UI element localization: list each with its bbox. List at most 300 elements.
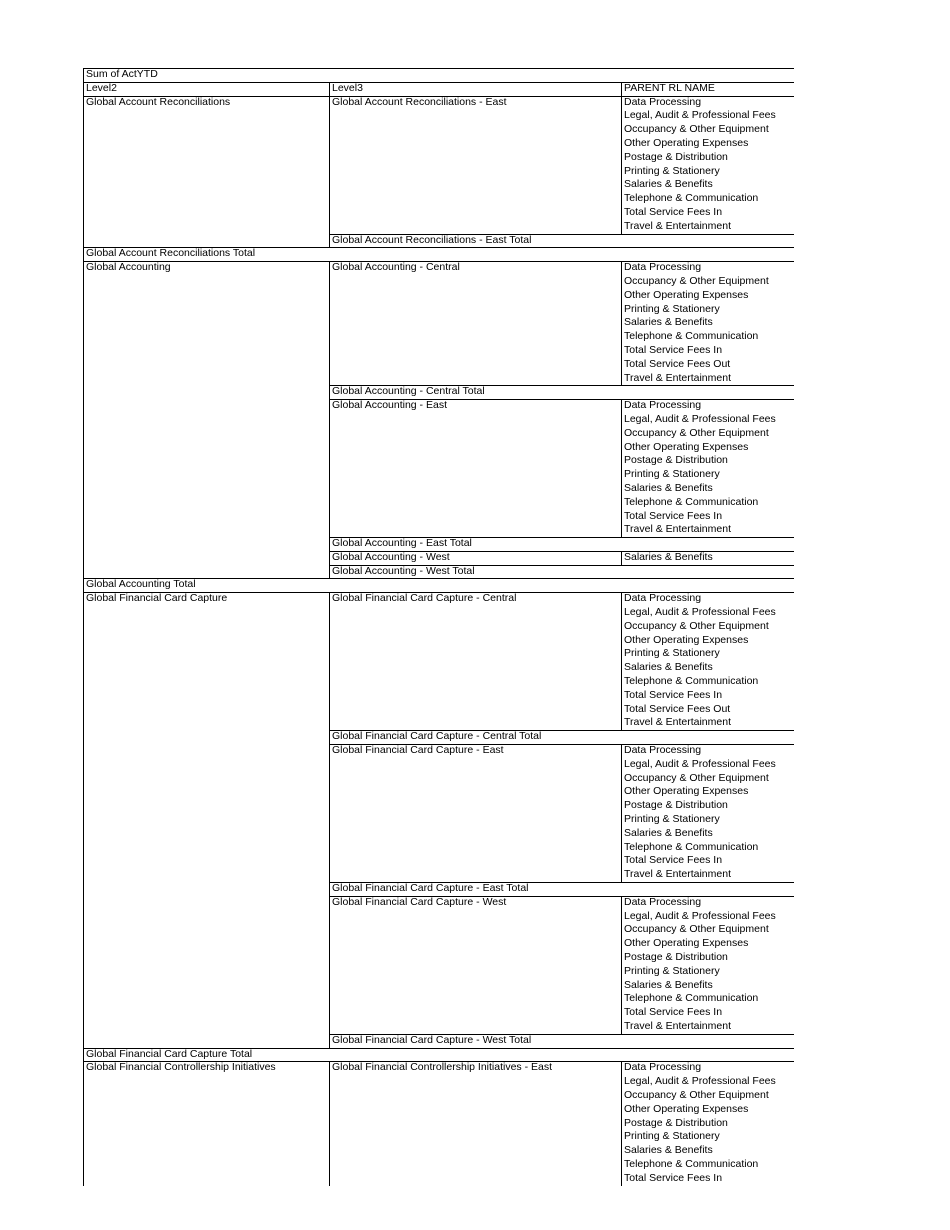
parent-rl-name-cell: Salaries & Benefits xyxy=(621,827,794,841)
level2-cell: Global Financial Card Capture xyxy=(83,592,329,606)
level2-cell xyxy=(83,551,329,565)
table-row[interactable] xyxy=(83,372,794,386)
level3-cell xyxy=(329,1130,621,1144)
level2-cell xyxy=(83,951,329,965)
level3-cell xyxy=(329,496,621,510)
level2-cell xyxy=(83,206,329,220)
parent-rl-name-cell: Data Processing xyxy=(621,744,794,758)
parent-rl-name-cell: Total Service Fees In xyxy=(621,344,794,358)
parent-rl-name-cell: Travel & Entertainment xyxy=(621,716,794,730)
level3-cell xyxy=(329,192,621,206)
level2-cell xyxy=(83,399,329,413)
level3-cell xyxy=(329,441,621,455)
parent-rl-name-cell: Printing & Stationery xyxy=(621,813,794,827)
level3-cell xyxy=(329,1158,621,1172)
level2-cell xyxy=(83,330,329,344)
parent-rl-name-cell: Printing & Stationery xyxy=(621,303,794,317)
parent-rl-name-cell: Other Operating Expenses xyxy=(621,137,794,151)
table-row[interactable] xyxy=(83,620,794,634)
parent-rl-name-cell: Total Service Fees Out xyxy=(621,703,794,717)
parent-rl-name-cell: Telephone & Communication xyxy=(621,330,794,344)
level2-cell xyxy=(83,220,329,234)
table-row[interactable] xyxy=(83,634,794,648)
parent-rl-name-cell: Printing & Stationery xyxy=(621,647,794,661)
level2-cell xyxy=(83,965,329,979)
level2-cell xyxy=(83,772,329,786)
table-row[interactable] xyxy=(83,1103,794,1117)
level3-cell xyxy=(329,951,621,965)
level2-cell xyxy=(83,1144,329,1158)
level2-cell xyxy=(83,1103,329,1117)
table-row[interactable] xyxy=(83,1130,794,1144)
level2-cell xyxy=(83,606,329,620)
table-row[interactable] xyxy=(83,675,794,689)
table-row[interactable] xyxy=(83,923,794,937)
parent-rl-name-cell: Travel & Entertainment xyxy=(621,220,794,234)
level2-cell xyxy=(83,496,329,510)
level3-cell xyxy=(329,137,621,151)
level2-cell xyxy=(83,234,329,248)
parent-rl-name-cell: Telephone & Communication xyxy=(621,496,794,510)
parent-rl-name-cell: Total Service Fees In xyxy=(621,854,794,868)
table-row[interactable] xyxy=(83,965,794,979)
parent-rl-name-cell: Other Operating Expenses xyxy=(621,289,794,303)
parent-rl-name-cell: Data Processing xyxy=(621,399,794,413)
level2-cell xyxy=(83,427,329,441)
level2-cell xyxy=(83,1089,329,1103)
level3-cell xyxy=(329,827,621,841)
level3-cell xyxy=(329,841,621,855)
pivot-title: Sum of ActYTD xyxy=(83,68,794,82)
table-row[interactable] xyxy=(83,344,794,358)
level3-total-row[interactable] xyxy=(83,234,794,248)
parent-rl-name-cell: Salaries & Benefits xyxy=(621,1144,794,1158)
parent-rl-name-cell: Travel & Entertainment xyxy=(621,372,794,386)
level2-cell xyxy=(83,813,329,827)
level3-total-label: Global Accounting - East Total xyxy=(329,537,794,551)
header-parent-rl-name: PARENT RL NAME xyxy=(621,82,794,96)
table-row[interactable] xyxy=(83,841,794,855)
table-row[interactable] xyxy=(83,123,794,137)
level2-cell xyxy=(83,868,329,882)
parent-rl-name-cell: Other Operating Expenses xyxy=(621,785,794,799)
table-row[interactable] xyxy=(83,399,794,413)
parent-rl-name-cell: Salaries & Benefits xyxy=(621,178,794,192)
level2-cell xyxy=(83,413,329,427)
table-row[interactable] xyxy=(83,496,794,510)
level3-cell xyxy=(329,634,621,648)
level3-cell xyxy=(329,427,621,441)
table-row[interactable] xyxy=(83,1020,794,1034)
parent-rl-name-cell: Telephone & Communication xyxy=(621,675,794,689)
level3-cell xyxy=(329,813,621,827)
level2-cell xyxy=(83,882,329,896)
level3-cell xyxy=(329,206,621,220)
table-row[interactable] xyxy=(83,427,794,441)
level3-cell xyxy=(329,703,621,717)
level3-cell xyxy=(329,178,621,192)
parent-rl-name-cell: Occupancy & Other Equipment xyxy=(621,923,794,937)
parent-rl-name-cell: Occupancy & Other Equipment xyxy=(621,620,794,634)
level2-cell xyxy=(83,523,329,537)
table-row[interactable] xyxy=(83,937,794,951)
level2-cell xyxy=(83,151,329,165)
level2-cell xyxy=(83,689,329,703)
parent-rl-name-cell: Legal, Audit & Professional Fees xyxy=(621,109,794,123)
level2-cell xyxy=(83,454,329,468)
table-row[interactable] xyxy=(83,151,794,165)
level3-cell xyxy=(329,799,621,813)
parent-rl-name-cell: Other Operating Expenses xyxy=(621,634,794,648)
table-row[interactable] xyxy=(83,992,794,1006)
table-row[interactable] xyxy=(83,551,794,565)
level2-cell xyxy=(83,192,329,206)
parent-rl-name-cell: Postage & Distribution xyxy=(621,151,794,165)
level2-cell xyxy=(83,854,329,868)
parent-rl-name-cell: Printing & Stationery xyxy=(621,965,794,979)
parent-rl-name-cell: Total Service Fees In xyxy=(621,1006,794,1020)
level3-cell: Global Accounting - Central xyxy=(329,261,621,275)
parent-rl-name-cell: Telephone & Communication xyxy=(621,192,794,206)
level2-cell xyxy=(83,537,329,551)
parent-rl-name-cell: Legal, Audit & Professional Fees xyxy=(621,606,794,620)
parent-rl-name-cell: Salaries & Benefits xyxy=(621,482,794,496)
level2-cell xyxy=(83,1117,329,1131)
level2-cell xyxy=(83,703,329,717)
table-row[interactable] xyxy=(83,1061,794,1075)
parent-rl-name-cell: Data Processing xyxy=(621,1061,794,1075)
parent-rl-name-cell: Travel & Entertainment xyxy=(621,523,794,537)
level3-cell xyxy=(329,413,621,427)
table-row[interactable] xyxy=(83,1075,794,1089)
parent-rl-name-cell: Data Processing xyxy=(621,261,794,275)
parent-rl-name-cell: Telephone & Communication xyxy=(621,1158,794,1172)
level3-cell xyxy=(329,1144,621,1158)
level3-cell xyxy=(329,454,621,468)
parent-rl-name-cell: Total Service Fees In xyxy=(621,689,794,703)
level3-cell xyxy=(329,937,621,951)
level3-cell xyxy=(329,854,621,868)
level2-cell xyxy=(83,799,329,813)
level3-cell xyxy=(329,523,621,537)
table-row[interactable] xyxy=(83,523,794,537)
table-row[interactable] xyxy=(83,330,794,344)
level2-cell xyxy=(83,841,329,855)
level3-cell xyxy=(329,220,621,234)
level3-cell xyxy=(329,1075,621,1089)
table-row[interactable] xyxy=(83,303,794,317)
table-row[interactable] xyxy=(83,316,794,330)
level2-cell xyxy=(83,896,329,910)
level2-cell xyxy=(83,372,329,386)
level3-total-row[interactable] xyxy=(83,565,794,579)
level2-cell: Global Account Reconciliations xyxy=(83,96,329,110)
table-row[interactable] xyxy=(83,1006,794,1020)
table-row[interactable] xyxy=(83,606,794,620)
header-level2: Level2 xyxy=(83,82,329,96)
level2-cell xyxy=(83,730,329,744)
level3-cell xyxy=(329,289,621,303)
level3-cell xyxy=(329,979,621,993)
level2-cell xyxy=(83,979,329,993)
level2-cell xyxy=(83,565,329,579)
level3-cell xyxy=(329,1103,621,1117)
table-row[interactable] xyxy=(83,744,794,758)
level2-cell xyxy=(83,385,329,399)
level3-cell xyxy=(329,316,621,330)
level3-cell: Global Financial Controllership Initiatives - East xyxy=(329,1061,621,1075)
table-row[interactable] xyxy=(83,703,794,717)
level2-cell xyxy=(83,716,329,730)
parent-rl-name-cell: Total Service Fees In xyxy=(621,1172,794,1186)
table-row[interactable] xyxy=(83,785,794,799)
level3-cell xyxy=(329,647,621,661)
level2-cell xyxy=(83,510,329,524)
level3-total-label: Global Accounting - West Total xyxy=(329,565,794,579)
level3-total-label: Global Account Reconciliations - East Total xyxy=(329,234,794,248)
parent-rl-name-cell: Data Processing xyxy=(621,96,794,110)
level3-total-row[interactable] xyxy=(83,1034,794,1048)
table-row[interactable] xyxy=(83,358,794,372)
level2-cell xyxy=(83,758,329,772)
parent-rl-name-cell: Printing & Stationery xyxy=(621,165,794,179)
table-row[interactable] xyxy=(83,178,794,192)
level2-cell xyxy=(83,275,329,289)
level2-cell xyxy=(83,634,329,648)
table-row[interactable] xyxy=(83,868,794,882)
level3-cell: Global Account Reconciliations - East xyxy=(329,96,621,110)
table-row[interactable] xyxy=(83,1117,794,1131)
pivot-header-row[interactable] xyxy=(83,82,794,96)
level2-cell xyxy=(83,109,329,123)
level3-cell xyxy=(329,992,621,1006)
parent-rl-name-cell: Legal, Audit & Professional Fees xyxy=(621,1075,794,1089)
level3-cell xyxy=(329,620,621,634)
parent-rl-name-cell: Other Operating Expenses xyxy=(621,1103,794,1117)
parent-rl-name-cell: Occupancy & Other Equipment xyxy=(621,772,794,786)
level2-cell xyxy=(83,344,329,358)
table-row[interactable] xyxy=(83,799,794,813)
level2-cell xyxy=(83,675,329,689)
table-row[interactable] xyxy=(83,689,794,703)
level2-cell xyxy=(83,482,329,496)
table-row[interactable] xyxy=(83,454,794,468)
level3-total-row[interactable] xyxy=(83,730,794,744)
parent-rl-name-cell: Salaries & Benefits xyxy=(621,551,794,565)
level2-cell xyxy=(83,744,329,758)
level3-cell xyxy=(329,372,621,386)
level3-cell xyxy=(329,165,621,179)
parent-rl-name-cell: Travel & Entertainment xyxy=(621,1020,794,1034)
level3-cell xyxy=(329,1020,621,1034)
level3-cell xyxy=(329,772,621,786)
level3-cell xyxy=(329,868,621,882)
parent-rl-name-cell: Travel & Entertainment xyxy=(621,868,794,882)
pivot-table xyxy=(83,68,794,1186)
level3-cell: Global Financial Card Capture - East xyxy=(329,744,621,758)
level3-cell xyxy=(329,758,621,772)
parent-rl-name-cell: Postage & Distribution xyxy=(621,799,794,813)
level3-cell xyxy=(329,330,621,344)
table-row[interactable] xyxy=(83,827,794,841)
header-level3: Level3 xyxy=(329,82,621,96)
parent-rl-name-cell: Printing & Stationery xyxy=(621,468,794,482)
level3-cell xyxy=(329,109,621,123)
level2-cell xyxy=(83,661,329,675)
level2-cell xyxy=(83,441,329,455)
table-row[interactable] xyxy=(83,510,794,524)
level3-total-label: Global Financial Card Capture - West Total xyxy=(329,1034,794,1048)
table-row[interactable] xyxy=(83,647,794,661)
level3-total-row[interactable] xyxy=(83,537,794,551)
level2-cell xyxy=(83,1006,329,1020)
level3-cell xyxy=(329,1006,621,1020)
table-row[interactable] xyxy=(83,1172,794,1186)
level2-cell: Global Financial Controllership Initiatives xyxy=(83,1061,329,1075)
parent-rl-name-cell: Legal, Audit & Professional Fees xyxy=(621,910,794,924)
parent-rl-name-cell: Legal, Audit & Professional Fees xyxy=(621,758,794,772)
parent-rl-name-cell: Occupancy & Other Equipment xyxy=(621,1089,794,1103)
level3-cell xyxy=(329,675,621,689)
level2-cell xyxy=(83,785,329,799)
table-row[interactable] xyxy=(83,896,794,910)
level2-cell xyxy=(83,137,329,151)
table-row[interactable] xyxy=(83,1158,794,1172)
level3-cell xyxy=(329,123,621,137)
level3-cell: Global Financial Card Capture - Central xyxy=(329,592,621,606)
parent-rl-name-cell: Occupancy & Other Equipment xyxy=(621,275,794,289)
table-row[interactable] xyxy=(83,1089,794,1103)
level2-cell xyxy=(83,289,329,303)
level3-total-row[interactable] xyxy=(83,882,794,896)
table-row[interactable] xyxy=(83,716,794,730)
level2-cell xyxy=(83,1130,329,1144)
level2-cell xyxy=(83,123,329,137)
level3-cell xyxy=(329,303,621,317)
parent-rl-name-cell: Telephone & Communication xyxy=(621,841,794,855)
parent-rl-name-cell: Legal, Audit & Professional Fees xyxy=(621,413,794,427)
level2-cell xyxy=(83,827,329,841)
level2-cell: Global Accounting xyxy=(83,261,329,275)
level3-cell xyxy=(329,482,621,496)
table-row[interactable] xyxy=(83,109,794,123)
level3-cell xyxy=(329,358,621,372)
table-row[interactable] xyxy=(83,165,794,179)
parent-rl-name-cell: Total Service Fees Out xyxy=(621,358,794,372)
parent-rl-name-cell: Postage & Distribution xyxy=(621,1117,794,1131)
parent-rl-name-cell: Salaries & Benefits xyxy=(621,979,794,993)
parent-rl-name-cell: Data Processing xyxy=(621,896,794,910)
level3-cell xyxy=(329,1117,621,1131)
table-row[interactable] xyxy=(83,592,794,606)
table-row[interactable] xyxy=(83,661,794,675)
level2-cell xyxy=(83,647,329,661)
level3-cell xyxy=(329,716,621,730)
parent-rl-name-cell: Postage & Distribution xyxy=(621,951,794,965)
level2-cell xyxy=(83,1075,329,1089)
level2-total-label: Global Financial Card Capture Total xyxy=(83,1048,794,1062)
level2-total-row[interactable] xyxy=(83,578,794,592)
table-row[interactable] xyxy=(83,261,794,275)
parent-rl-name-cell: Other Operating Expenses xyxy=(621,441,794,455)
level2-cell xyxy=(83,992,329,1006)
table-row[interactable] xyxy=(83,854,794,868)
level2-cell xyxy=(83,1020,329,1034)
parent-rl-name-cell: Salaries & Benefits xyxy=(621,316,794,330)
parent-rl-name-cell: Occupancy & Other Equipment xyxy=(621,427,794,441)
table-row[interactable] xyxy=(83,206,794,220)
level3-cell xyxy=(329,965,621,979)
parent-rl-name-cell: Other Operating Expenses xyxy=(621,937,794,951)
level2-total-row[interactable] xyxy=(83,1048,794,1062)
level3-cell xyxy=(329,661,621,675)
table-row[interactable] xyxy=(83,758,794,772)
level2-cell xyxy=(83,178,329,192)
level2-cell xyxy=(83,303,329,317)
level3-total-label: Global Financial Card Capture - Central Total xyxy=(329,730,794,744)
level3-cell: Global Accounting - West xyxy=(329,551,621,565)
level3-total-label: Global Accounting - Central Total xyxy=(329,385,794,399)
table-row[interactable] xyxy=(83,96,794,110)
table-row[interactable] xyxy=(83,979,794,993)
level3-cell xyxy=(329,275,621,289)
level3-cell: Global Financial Card Capture - West xyxy=(329,896,621,910)
table-row[interactable] xyxy=(83,468,794,482)
level3-cell xyxy=(329,151,621,165)
level3-cell xyxy=(329,689,621,703)
level2-cell xyxy=(83,937,329,951)
parent-rl-name-cell: Salaries & Benefits xyxy=(621,661,794,675)
level2-total-label: Global Accounting Total xyxy=(83,578,794,592)
level2-cell xyxy=(83,1172,329,1186)
parent-rl-name-cell: Postage & Distribution xyxy=(621,454,794,468)
level3-cell xyxy=(329,468,621,482)
parent-rl-name-cell: Total Service Fees In xyxy=(621,206,794,220)
level2-cell xyxy=(83,316,329,330)
table-row[interactable] xyxy=(83,441,794,455)
table-row[interactable] xyxy=(83,772,794,786)
level3-cell xyxy=(329,910,621,924)
table-row[interactable] xyxy=(83,220,794,234)
table-row[interactable] xyxy=(83,289,794,303)
table-row[interactable] xyxy=(83,413,794,427)
parent-rl-name-cell: Telephone & Communication xyxy=(621,992,794,1006)
level3-total-row[interactable] xyxy=(83,385,794,399)
table-row[interactable] xyxy=(83,192,794,206)
level2-total-row[interactable] xyxy=(83,247,794,261)
level2-cell xyxy=(83,923,329,937)
level3-cell xyxy=(329,923,621,937)
table-row[interactable] xyxy=(83,951,794,965)
table-row[interactable] xyxy=(83,137,794,151)
parent-rl-name-cell: Occupancy & Other Equipment xyxy=(621,123,794,137)
level2-total-label: Global Account Reconciliations Total xyxy=(83,247,794,261)
level2-cell xyxy=(83,1158,329,1172)
table-row[interactable] xyxy=(83,813,794,827)
parent-rl-name-cell: Data Processing xyxy=(621,592,794,606)
parent-rl-name-cell: Printing & Stationery xyxy=(621,1130,794,1144)
table-row[interactable] xyxy=(83,1144,794,1158)
level2-cell xyxy=(83,620,329,634)
level2-cell xyxy=(83,468,329,482)
level2-cell xyxy=(83,358,329,372)
table-row[interactable] xyxy=(83,275,794,289)
table-row[interactable] xyxy=(83,910,794,924)
level3-cell xyxy=(329,1089,621,1103)
pivot-title-row[interactable] xyxy=(83,68,794,82)
level2-cell xyxy=(83,910,329,924)
table-row[interactable] xyxy=(83,482,794,496)
